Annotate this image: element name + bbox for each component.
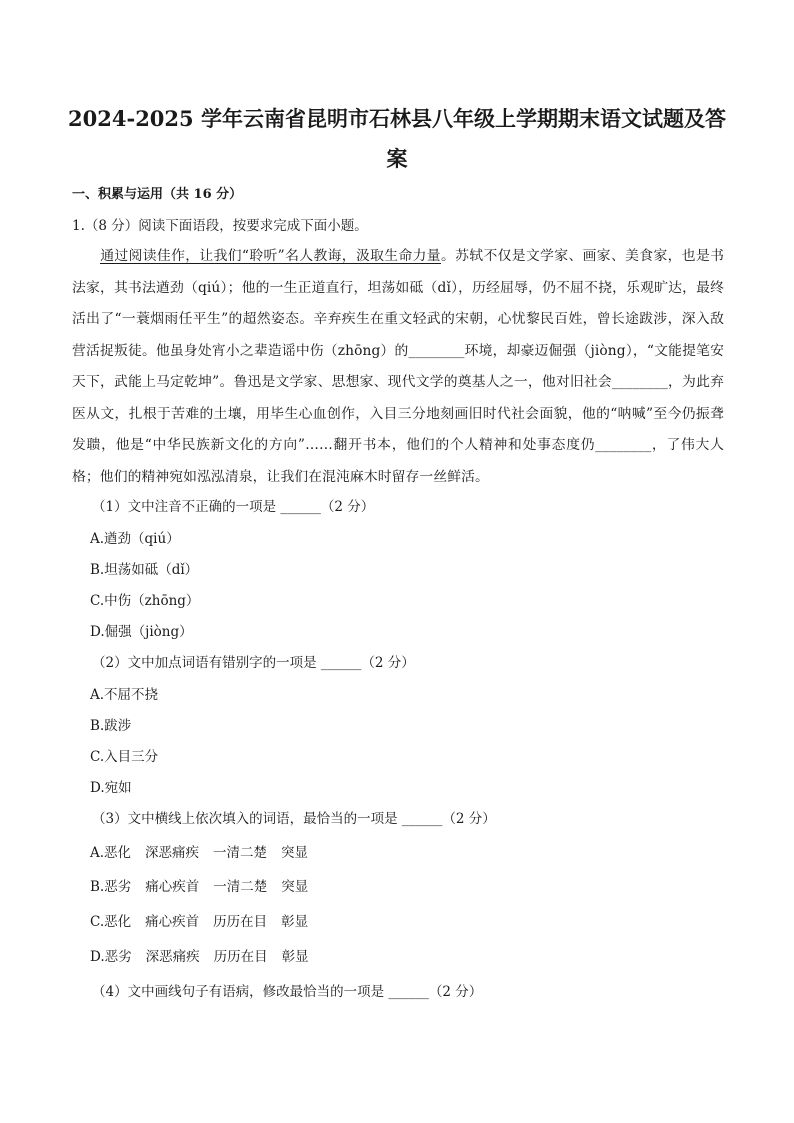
subquestion-1-option-a: A.遒劲（qiú） — [90, 531, 180, 547]
document-title-line2: 案 — [386, 146, 408, 171]
section-heading: 一、积累与运用（共 16 分） — [72, 187, 243, 202]
underlined-sentence: 通过阅读佳作，让我们“聆听”名人教诲，汲取生命力量 — [100, 248, 441, 264]
subquestion-1-option-d: D.倔强（jiòng） — [90, 624, 193, 640]
subquestion-3-stem: （3）文中横线上依次填入的词语，最恰当的一项是 ______（2 分） — [92, 811, 496, 827]
subquestion-2-option-b: B.跋涉 — [90, 718, 132, 734]
reading-passage — [72, 241, 724, 493]
subquestion-1-stem: （1）文中注音不正确的一项是 ______（2 分） — [92, 499, 375, 515]
passage-text: 。苏轼不仅是文学家、画家、美食家，也是书法家，其书法遒劲（qiú）；他的一生正道直行，坦荡如砥（dǐ），历经屈辱，仍不屈不挠，乐观旷达，最终活出了“一蓑烟雨任平生”的超然姿态。辛弃疾生在重文轻武的宋朝，心忧黎民百姓，曾长途跋涉，深入敌营活捉叛徒。他虽身处宵小之辈造谣中伤（zhōng）的________环境，却豪迈倔强（jiòng），“文能提笔安天下，武能上马定乾坤”。鲁迅是文学家、思想家、现代文学的奠基人之一，他对旧社会________，为此弃医从文，扎根于苦难的土壤，用毕生心血创作，入目三分地刻画旧时代社会面貌，他的“呐喊”至今仍振聋发聩，他是“中华民族新文化的方向”……翻开书本，他们的个人精神和处事态度仍________，了伟大人格；他们的精神宛如泓泓清泉，让我们在混沌麻木时留存一丝鲜活。 — [72, 248, 725, 485]
subquestion-3-option-a: A.恶化 深恶痛疾 一清二楚 突显 — [90, 845, 309, 861]
subquestion-1-option-b: B.坦荡如砥（dǐ） — [90, 562, 199, 578]
subquestion-2-option-a: A.不屈不挠 — [90, 687, 159, 703]
subquestion-3-option-d: D.恶劣 深恶痛疾 历历在目 彰显 — [90, 949, 309, 965]
document-title-line1: 2024-2025 学年云南省昆明市石林县八年级上学期期末语文试题及答 — [68, 106, 726, 131]
subquestion-3-option-c: C.恶化 痛心疾首 历历在目 彰显 — [90, 914, 309, 930]
subquestion-2-option-c: C.入目三分 — [90, 749, 159, 765]
subquestion-2-option-d: D.宛如 — [90, 780, 132, 796]
question-1-intro: 1.（8 分）阅读下面语段，按要求完成下面小题。 — [72, 218, 368, 234]
subquestion-3-option-b: B.恶劣 痛心疾首 一清二楚 突显 — [90, 879, 309, 895]
subquestion-4-stem: （4）文中画线句子有语病，修改最恰当的一项是 ______（2 分） — [92, 984, 483, 1000]
subquestion-1-option-c: C.中伤（zhōng） — [90, 593, 200, 609]
subquestion-2-stem: （2）文中加点词语有错别字的一项是 ______（2 分） — [92, 655, 415, 671]
